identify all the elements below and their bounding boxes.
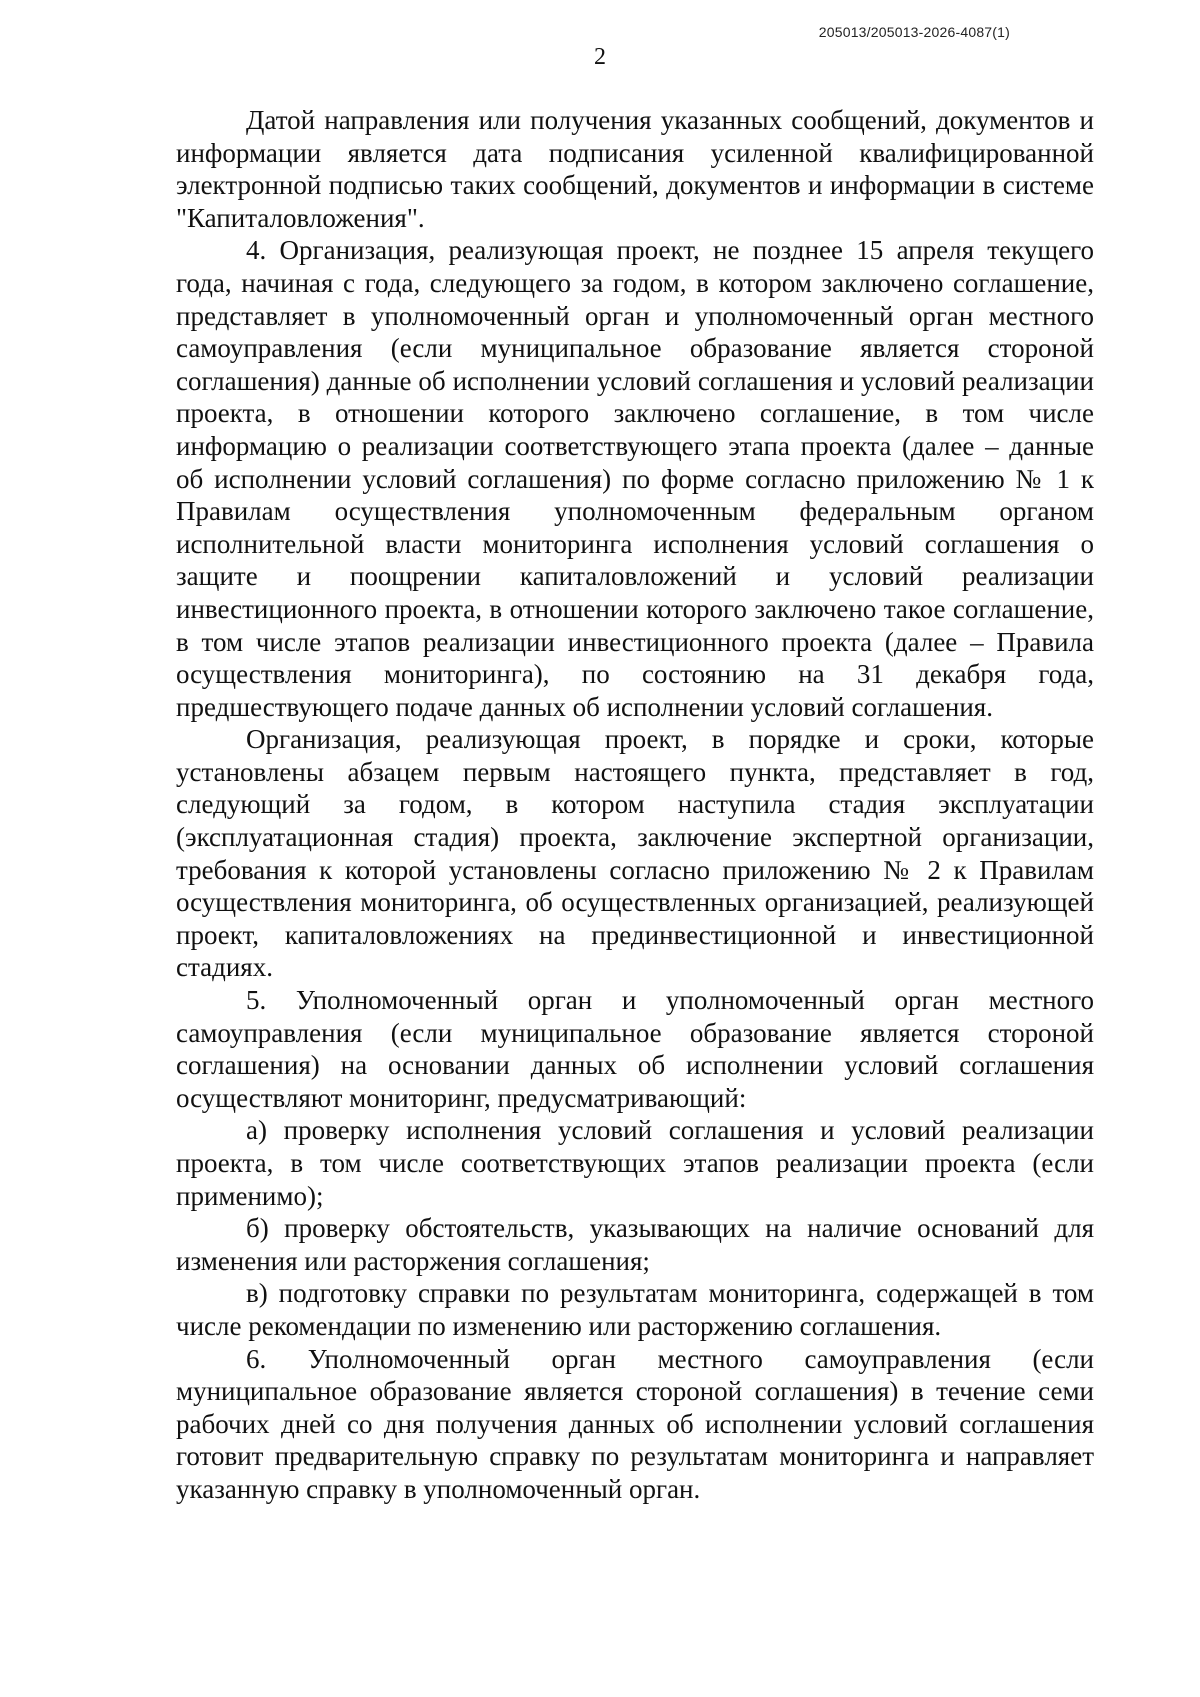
page-number: 2	[594, 44, 606, 70]
document-id: 205013/205013-2026-4087(1)	[818, 24, 1010, 40]
paragraph: в) подготовку справки по результатам мониторинга, содержащей в том числе рекомендации по изменению или расторжению соглашения.	[176, 1278, 1094, 1341]
paragraph: 6. Уполномоченный орган местного самоуправления (если муниципальное образование является стороной соглашения) в течение семи рабочих дней со дня получения данных об исполнении условий соглашения готовит предварительную справку по результатам мониторинга и направляет указанную справку в уполномоченный орган.	[176, 1343, 1094, 1504]
paragraph: б) проверку обстоятельств, указывающих на наличие оснований для изменения или расторжения соглашения;	[176, 1213, 1094, 1276]
paragraph: 5. Уполномоченный орган и уполномоченный орган местного самоуправления (если муниципальное образование является стороной соглашения) на основании данных об исполнении условий соглашения осуществляют мониторинг, предусматривающий:	[176, 985, 1094, 1113]
paragraph: 4. Организация, реализующая проект, не позднее 15 апреля текущего года, начиная с года, следующего за годом, в котором заключено соглашение, представляет в уполномоченный орган и уполномоченный орган местного самоуправления (если муниципальное образование является стороной соглашения) данные об исполнении условий соглашения и условий реализации проекта, в отношении которого заключено соглашение, в том числе информацию о реализации соответствующего этапа проекта (далее – данные об исполнении условий соглашения) по форме согласно приложению № 1 к Правилам осуществления уполномоченным федеральным органом исполнительной власти мониторинга исполнения условий соглашения о защите и поощрении капиталовложений и условий реализации инвестиционного проекта, в отношении которого заключено такое соглашение, в том числе этапов реализации инвестиционного проекта (далее – Правила осуществления мониторинга), по состоянию на 31 декабря года, предшествующего подаче данных об исполнении условий соглашения.	[176, 235, 1094, 722]
paragraph: Организация, реализующая проект, в порядке и сроки, которые установлены абзацем первым настоящего пункта, представляет в год, следующий за годом, в котором наступила стадия эксплуатации (эксплуатационная стадия) проекта, заключение экспертной организации, требования к которой установлены согласно приложению № 2 к Правилам осуществления мониторинга, об осуществленных организацией, реализующей проект, капиталовложениях на прединвестиционной и инвестиционной стадиях.	[176, 724, 1094, 983]
paragraph: а) проверку исполнения условий соглашения и условий реализации проекта, в том числе соответствующих этапов реализации проекта (если применимо);	[176, 1115, 1094, 1211]
document-body	[176, 104, 1094, 1506]
paragraph: Датой направления или получения указанных сообщений, документов и информации является дата подписания усиленной квалифицированной электронной подписью таких сообщений, документов и информации в системе "Капиталовложения".	[176, 105, 1094, 233]
